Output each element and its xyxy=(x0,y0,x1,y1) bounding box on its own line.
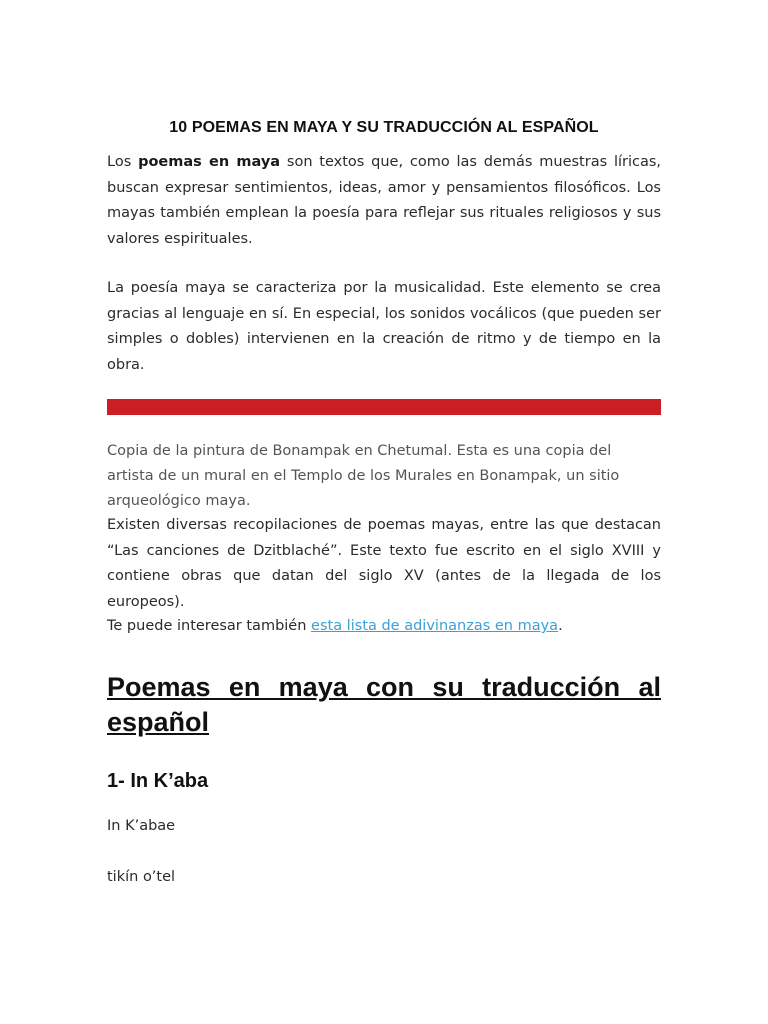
riddles-link[interactable]: esta lista de adivinanzas en maya xyxy=(311,618,559,634)
image-banner xyxy=(107,399,661,415)
intro-paragraph xyxy=(107,150,661,252)
related-prefix: Te puede interesar también xyxy=(107,618,312,634)
intro-lead: Los xyxy=(107,154,139,170)
poem-line: In K’abae xyxy=(107,818,176,834)
musicality-paragraph: La poesía maya se caracteriza por la musicalidad. Este elemento se crea gracias al lenguaje en sí. En especial, los sonidos vocálicos (que pueden ser simples o dobles) intervienen en la creación de ritmo y de tiempo en la obra. xyxy=(107,280,661,373)
page-title: 10 POEMAS EN MAYA Y SU TRADUCCIÓN AL ESPAÑOL xyxy=(169,119,599,136)
poem-line: tikín o’tel xyxy=(107,869,176,885)
compilations-paragraph: Existen diversas recopilaciones de poemas mayas, entre las que destacan “Las canciones de Dzitblaché”. Este texto fue escrito en el siglo XVIII y contiene obras que datan del siglo XV (antes de la llegada de los europeos). xyxy=(107,517,661,610)
related-paragraph xyxy=(107,614,661,640)
poem-heading: 1- In K’aba xyxy=(107,770,209,792)
section-heading: Poemas en maya con su traducción al español xyxy=(107,672,661,737)
intro-rest: son textos que, como las demás muestras líricas, buscan expresar sentimientos, ideas, amor y pensamientos filosóficos. Los mayas también emplean la poesía para reflejar sus rituales religiosos y sus valores espirituales. xyxy=(107,154,662,247)
image-caption: Copia de la pintura de Bonampak en Chetumal. Esta es una copia del artista de un mural en el Templo de los Murales en Bonampak, un sitio arqueológico maya. xyxy=(107,443,620,509)
intro-bold-term: poemas en maya xyxy=(138,154,281,170)
related-suffix: . xyxy=(558,618,563,634)
